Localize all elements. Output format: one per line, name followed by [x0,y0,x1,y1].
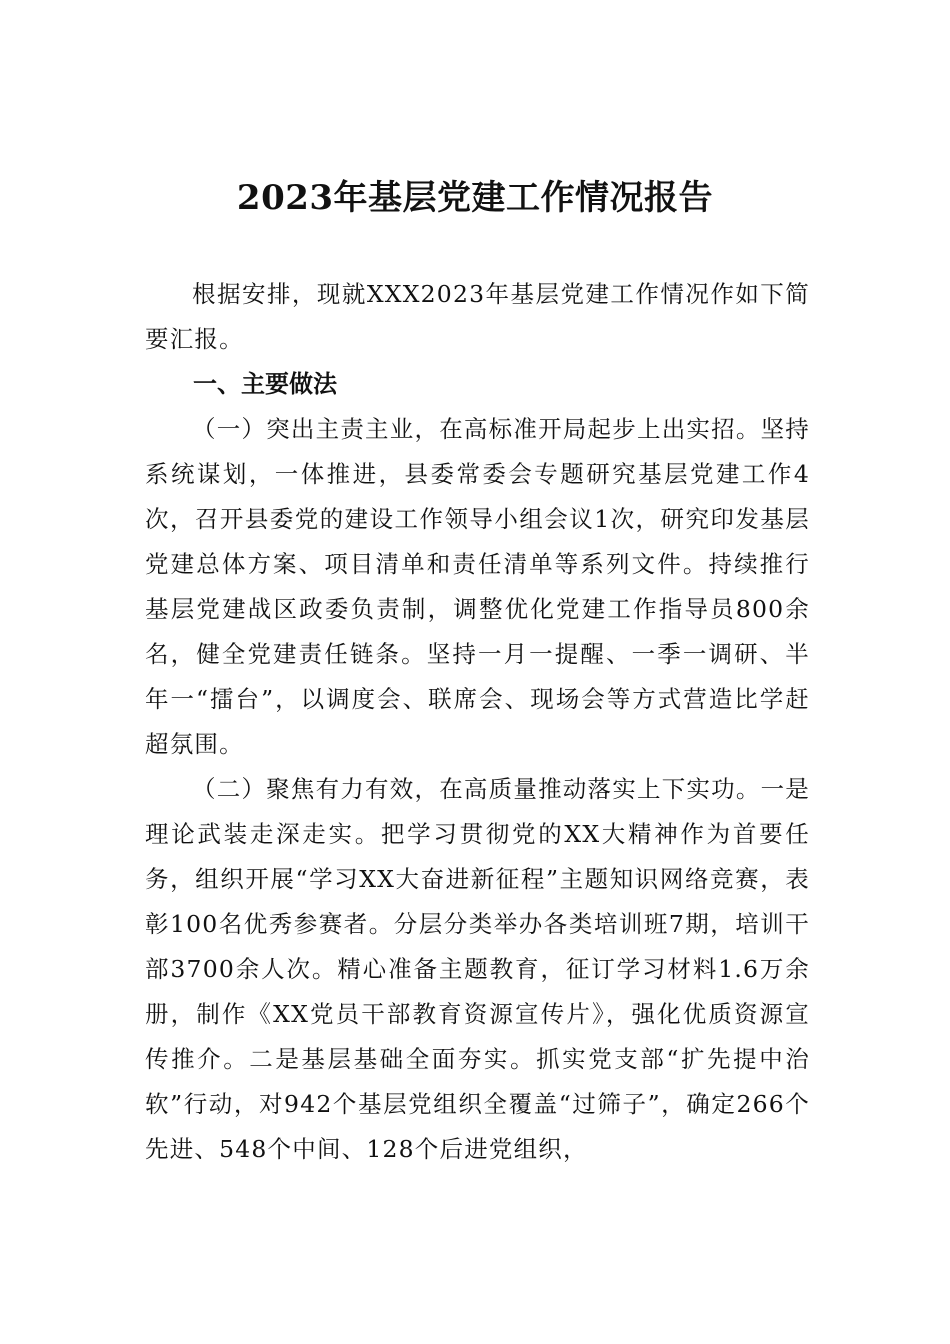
document-title: 2023年基层党建工作情况报告 [236,178,714,218]
paragraph-1: （一）突出主责主业，在高标准开局起步上出实招。坚持系统谋划，一体推进，县委常委会专题研究基层党建工作4次，召开县委党的建设工作领导小组会议1次，研究印发基层党建总体方案、项目清单和责任清单等系列文件。持续推行基层党建战区政委负责制，调整优化党建工作指导员800余名，健全党建责任链条。坚持一月一提醒、一季一调研、半年一“擂台”，以调度会、联席会、现场会等方式营造比学赶超氛围。 [145,415,810,758]
intro-paragraph: 根据安排，现就XXX2023年基层党建工作情况作如下简要汇报。 [145,280,810,353]
document-body [145,272,810,1172]
paragraph-2: （二）聚焦有力有效，在高质量推动落实上下实功。一是理论武装走深走实。把学习贯彻党的XX大精神作为首要任务，组织开展“学习XX大奋进新征程”主题知识网络竞赛，表彰100名优秀参赛者。分层分类举办各类培训班7期，培训干部3700余人次。精心准备主题教育，征订学习材料1.6万余册，制作《XX党员干部教育资源宣传片》，强化优质资源宣传推介。二是基层基础全面夯实。抓实党支部“扩先提中治软”行动，对942个基层党组织全覆盖“过筛子”，确定266个先进、548个中间、128个后进党组织， [145,775,810,1163]
section-heading: 一、主要做法 [193,370,337,398]
